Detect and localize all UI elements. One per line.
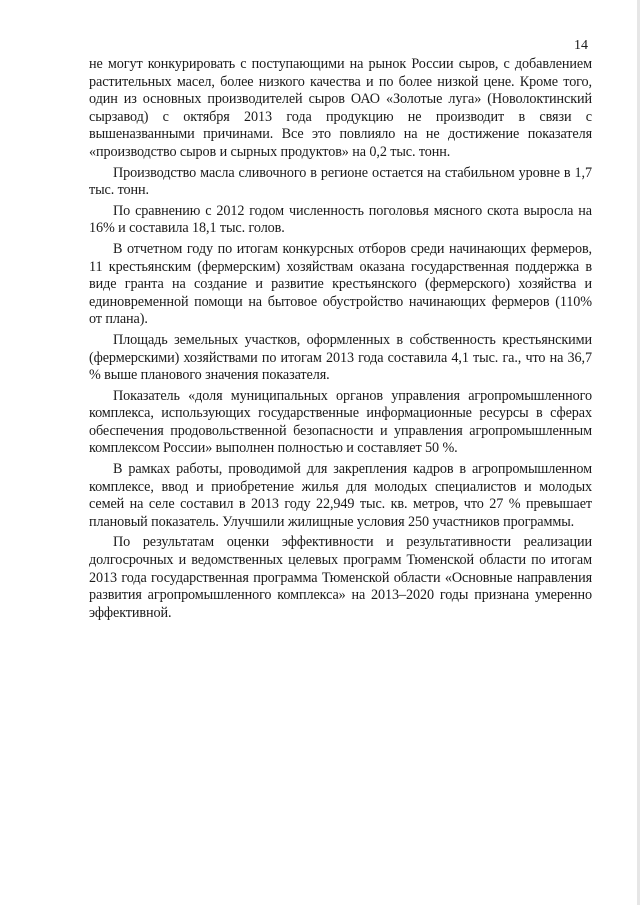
- body-text: [89, 56, 592, 622]
- paragraph-cattle-livestock: По сравнению с 2012 годом численность поголовья мясного скота выросла на 16% и составила 18,1 тыс. голов.: [89, 202, 592, 237]
- paragraph-land-area: Площадь земельных участков, оформленных в собственность крестьянскими (фермерскими) хозяйствами по итогам 2013 года составила 4,1 тыс. га., что на 36,7 % выше планового значения показателя.: [89, 331, 592, 384]
- paragraph-information-resources: Показатель «доля муниципальных органов управления агропромышленного комплекса, использующих государственные информационные ресурсы в сферах обеспечения продовольственной безопасности и управления агропромышленным комплексом России» выполнен полностью и составляет 50 %.: [89, 387, 592, 457]
- paragraph-program-evaluation: По результатам оценки эффективности и результативности реализации долгосрочных и ведомственных целевых программ Тюменской области по итогам 2013 года государственная программа Тюменской области «Основные направления развития агропромышленного комплекса» на 2013–2020 годы признана умеренно эффективной.: [89, 534, 592, 621]
- paragraph-cheese-production: не могут конкурировать с поступающими на рынок России сыров, с добавлением растительных масел, более низкого качества и по более низкой цене. Кроме того, один из основных производителей сыров ОАО «Золотые луга» (Новолоктинский сырзавод) с октября 2013 года продукцию не производит в связи с вышеназванными причинами. Все это повлияло на не достижение показателя «производство сыров и сырных продуктов» на 0,2 тыс. тонн.: [89, 56, 592, 160]
- paragraph-farmer-grants: В отчетном году по итогам конкурсных отборов среди начинающих фермеров, 11 крестьянским (фермерским) хозяйствам оказана государственная поддержка в виде гранта на создание и развитие крестьянского (фермерского) хозяйства и единовременной помощи на бытовое обустройство начинающих фермеров (110% от плана).: [89, 240, 592, 328]
- paragraph-butter-production: Производство масла сливочного в регионе остается на стабильном уровне в 1,7 тыс. тонн.: [89, 164, 592, 199]
- paragraph-rural-housing: В рамках работы, проводимой для закрепления кадров в агропромышленном комплексе, ввод и приобретение жилья для молодых специалистов и молодых семей на селе составил в 2013 году 22,949 тыс. кв. метров, что 27 % превышает плановый показатель. Улучшили жилищные условия 250 участников программы.: [89, 461, 592, 530]
- page-number: 14: [574, 38, 588, 53]
